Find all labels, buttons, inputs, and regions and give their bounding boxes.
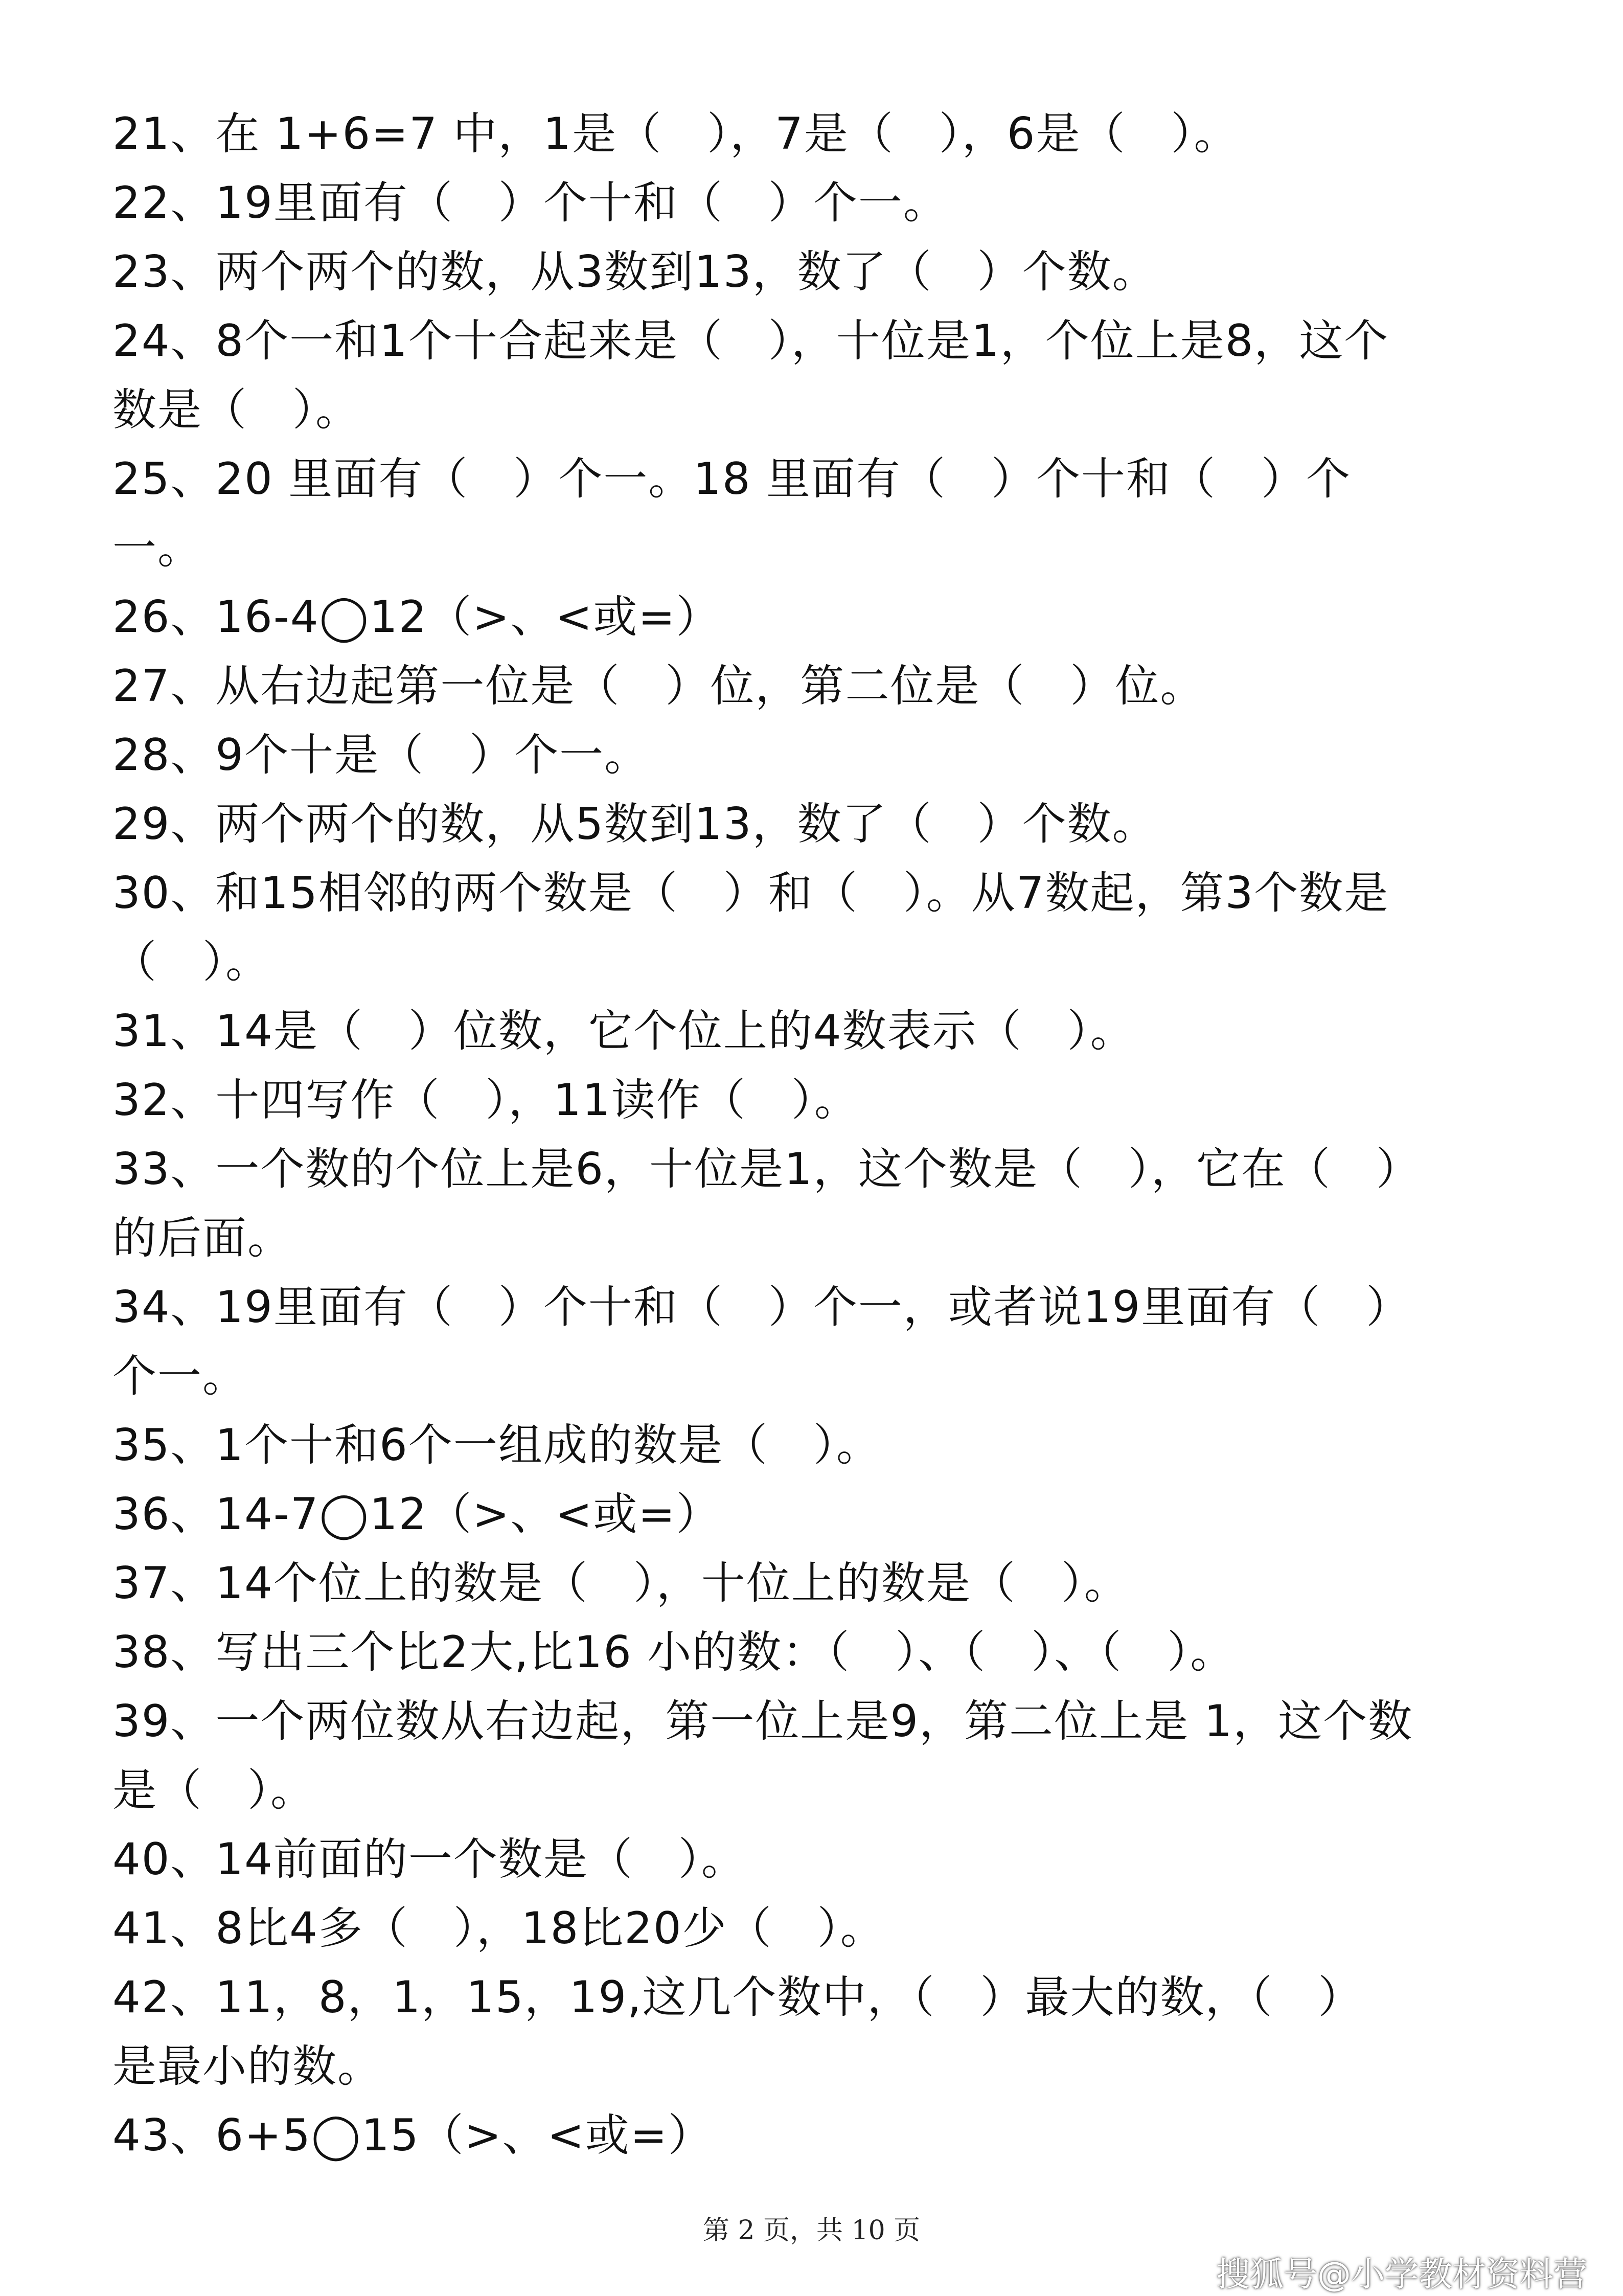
- question-line: 32、十四写作（ ），11读作（ ）。: [112, 1075, 859, 1126]
- question-line: 23、两个两个的数，从3数到13，数了（ ）个数。: [112, 246, 1157, 298]
- watermark: 搜狐号@小学教材资料营: [1216, 2255, 1587, 2294]
- question-line: 33、一个数的个位上是6，十位是1，这个数是（ ），它在（ ）: [112, 1144, 1421, 1195]
- question-line: 39、一个两位数从右边起，第一位上是9，第二位上是 1，这个数: [112, 1696, 1413, 1747]
- question-line: 29、两个两个的数，从5数到13，数了（ ）个数。: [112, 799, 1157, 850]
- question-line: 25、20 里面有（ ）个一。18 里面有（ ）个十和（ ）个: [112, 453, 1351, 505]
- question-line: 的后面。: [112, 1213, 292, 1264]
- question-line: 43、6+5◯15（>、<或=）: [112, 2110, 713, 2161]
- question-line: 个一。: [112, 1351, 247, 1402]
- question-list: [112, 100, 1534, 2170]
- question-line: 34、19里面有（ ）个十和（ ）个一，或者说19里面有（ ）: [112, 1282, 1411, 1333]
- question-line: 22、19里面有（ ）个十和（ ）个一。: [112, 177, 948, 229]
- question-line: 36、14-7◯12（>、<或=）: [112, 1489, 721, 1540]
- question-line: 24、8个一和1个十合起来是（ ），十位是1，个位上是8，这个: [112, 315, 1389, 367]
- question-line: 26、16-4◯12（>、<或=）: [112, 592, 721, 643]
- question-line: 41、8比4多（ ），18比20少（ ）。: [112, 1903, 885, 1954]
- question-line: 21、在 1+6=7 中，1是（ ），7是（ ），6是（ ）。: [112, 108, 1239, 160]
- question-line: 42、11，8，1，15，19,这几个数中，（ ）最大的数，（ ）: [112, 1972, 1363, 2023]
- question-line: 38、写出三个比2大,比16 小的数：（ ）、（ ）、（ ）。: [112, 1627, 1236, 1678]
- question-line: 27、从右边起第一位是（ ）位，第二位是（ ）位。: [112, 661, 1205, 712]
- page-footer: 第 2 页，共 10 页: [702, 2215, 921, 2246]
- question-line: 35、1个十和6个一组成的数是（ ）。: [112, 1420, 881, 1471]
- question-line: 是最小的数。: [112, 2041, 382, 2092]
- question-line: 是（ ）。: [112, 1765, 315, 1816]
- question-line: 数是（ ）。: [112, 384, 360, 436]
- question-line: 40、14前面的一个数是（ ）。: [112, 1834, 746, 1885]
- question-line: 31、14是（ ）位数，它个位上的4数表示（ ）。: [112, 1006, 1135, 1057]
- question-line: （ ）。: [112, 937, 270, 988]
- question-line: 一。: [112, 522, 202, 574]
- question-line: 28、9个十是（ ）个一。: [112, 730, 650, 781]
- question-line: 37、14个位上的数是（ ），十位上的数是（ ）。: [112, 1558, 1129, 1609]
- question-line: 30、和15相邻的两个数是（ ）和（ ）。从7数起，第3个数是: [112, 868, 1389, 919]
